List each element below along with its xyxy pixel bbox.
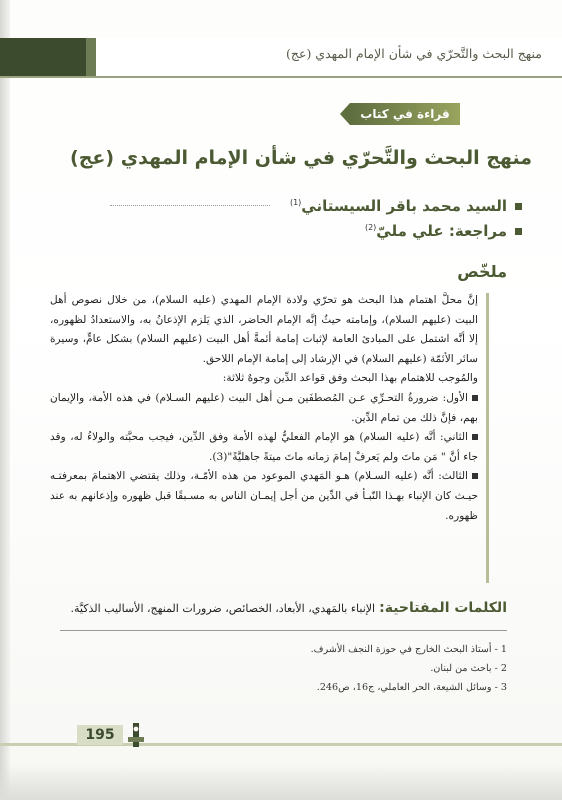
- point-text: الثالث: أنَّه (عليه السـلام) هـو المَهدي الموعود من هذه الأمّـة، وذلك يقتضي الاهتمامَ بمعرفتـه حيـث كان الإنباء بهـذا النّبـأ في الدِّين من أجل إيمـان الناس به مسـبقًا قبل ظهوره وإذعانهم به عند ظهوره.: [50, 470, 478, 522]
- abstract-point-3: [50, 467, 478, 526]
- abstract-point-1: [50, 389, 478, 428]
- abstract-body: [50, 291, 478, 526]
- author-note-ref: (1): [289, 198, 302, 207]
- keywords-label: الكلمات المفتاحية:: [379, 600, 507, 616]
- header-color-block-accent: [86, 38, 96, 76]
- footnotes: [60, 640, 507, 697]
- abstract-heading: ملخّص: [457, 262, 507, 281]
- reviewer-bullet-icon: [515, 228, 522, 235]
- point-text: الثاني: أنَّه (عليه السلام) هو الإمام الفعليُّ لهذه الأمة وفق الدِّين، فيجب محبَّته والولاءُ له، وقد جاء أنَّ " مَن ماتَ ولم يَعرفْ إمامَ زمانه ماتَ ميتةً جاهليَّةً"(3).: [50, 431, 478, 463]
- section-tag: قراءة في كتاب: [350, 103, 460, 125]
- author-name: السيد محمد باقر السيستاني: [301, 197, 507, 215]
- footnote: 2 - باحث من لبنان.: [430, 663, 507, 674]
- section-tag-tail: [340, 103, 350, 125]
- footnote: 3 - وسائل الشيعة، الحر العاملي، ج16، ص246.: [316, 682, 507, 693]
- running-header: منهج البحث والتَّحرّي في شأن الإمام المهدي (عج): [286, 46, 542, 61]
- abstract-side-rule: [486, 293, 489, 583]
- footnote-rule: [60, 630, 507, 631]
- keywords: [40, 600, 507, 616]
- page-edge-shadow: [0, 0, 10, 800]
- author-primary: [40, 197, 522, 215]
- article-title: منهج البحث والتَّحرّي في شأن الإمام المهدي (عج): [70, 147, 532, 169]
- author-reviewer: [40, 222, 522, 240]
- abstract-paragraph: إنَّ محلَّ اهتمام هذا البحث هو تحرّي ولادة الإمام المهدي (عليه السلام)، من خلال نصوص أهل البيت (عليهم السلام)، وإمامته حيثُ إنَّه الإمام الحاضر، الذي يَلزم الإذعانُ به، والاستعدادُ لظهوره، إلا أنَّه اشتمل على المبادئ العامة لإثبات إمامة أئمةَّ أهل البيت (عليهم السلام) بشكل عامٍّ، وسيرة سائر الأئمّة (عليهم السلام) في الإرشاد إلى إمامة الإمام اللاحق.: [50, 294, 478, 365]
- journal-logo-icon: [127, 721, 145, 749]
- author-bullet-icon: [515, 203, 522, 210]
- footnote: 1 - أستاذ البحث الخارج في حوزة النجف الأشرف.: [310, 644, 507, 655]
- square-bullet-icon: [472, 473, 478, 479]
- bottom-shade: [0, 764, 562, 800]
- keywords-list: الإنباء بالمَهدي، الأبعاد، الخصائص، ضرورات المنهج، الأساليب الذكيَّة.: [70, 602, 376, 615]
- header-color-block: [0, 38, 86, 76]
- point-text: الأول: ضرورةُ التحـرِّي عـن المُصطفَين مـن أهل البيت (عليهم السـلام) في هذه الأمة، والإيمان بهم، فإنَّ ذلك من تمام الدِّين.: [50, 391, 478, 424]
- page-number: 195: [85, 727, 115, 743]
- abstract-paragraph: والمُوجب للاهتمام بهذا البحث وفق قواعد الدِّين وجوهٌ ثلاثة:: [222, 372, 478, 385]
- reviewer-note-ref: (2): [364, 223, 377, 232]
- square-bullet-icon: [472, 434, 478, 440]
- square-bullet-icon: [472, 395, 478, 401]
- abstract-point-2: [50, 428, 478, 467]
- header-rule: [0, 76, 562, 78]
- reviewer-name: مراجعة: علي مليّ: [376, 222, 507, 240]
